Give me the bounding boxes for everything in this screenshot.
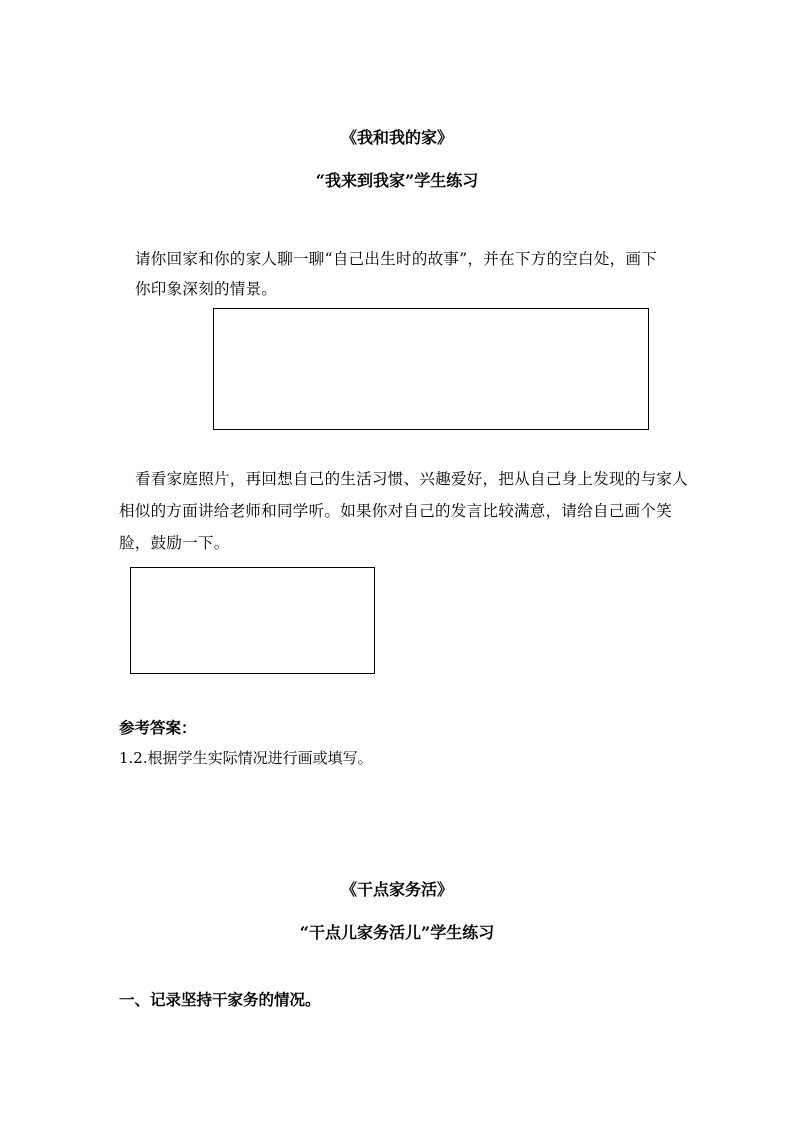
task1-paragraph [135,243,695,305]
worksheet-title: 《我和我的家》 [340,128,453,147]
task1-line-2: 你印象深刻的情景。 [135,280,278,298]
worksheet-title-2: 《干点家务活》 [340,880,453,899]
drawing-box-smiley[interactable] [130,567,375,674]
worksheet-subtitle-2: “干点儿家务活儿”学生练习 [299,923,495,942]
question-1: 一、记录坚持干家务的情况。 [119,990,321,1009]
task2-paragraph [119,463,689,559]
answer-text: 1.2.根据学生实际情况进行画或填写。 [119,749,373,767]
task2-line-1: 看看家庭照片，再回想自己的生活习惯、兴趣爱好，把从自己身上发现的与家人 [135,470,689,488]
task2-line-3: 脸，鼓励一下。 [119,534,230,552]
worksheet-subtitle: “我来到我家”学生练习 [315,171,479,190]
answer-heading: 参考答案： [119,718,197,737]
task2-line-2: 相似的方面讲给老师和同学听。如果你对自己的发言比较满意，请给自己画个笑 [119,502,673,520]
drawing-box-birth-story[interactable] [213,308,649,430]
task1-line-1: 请你回家和你的家人聊一聊“自己出生时的故事”，并在下方的空白处，画下 [135,250,658,268]
